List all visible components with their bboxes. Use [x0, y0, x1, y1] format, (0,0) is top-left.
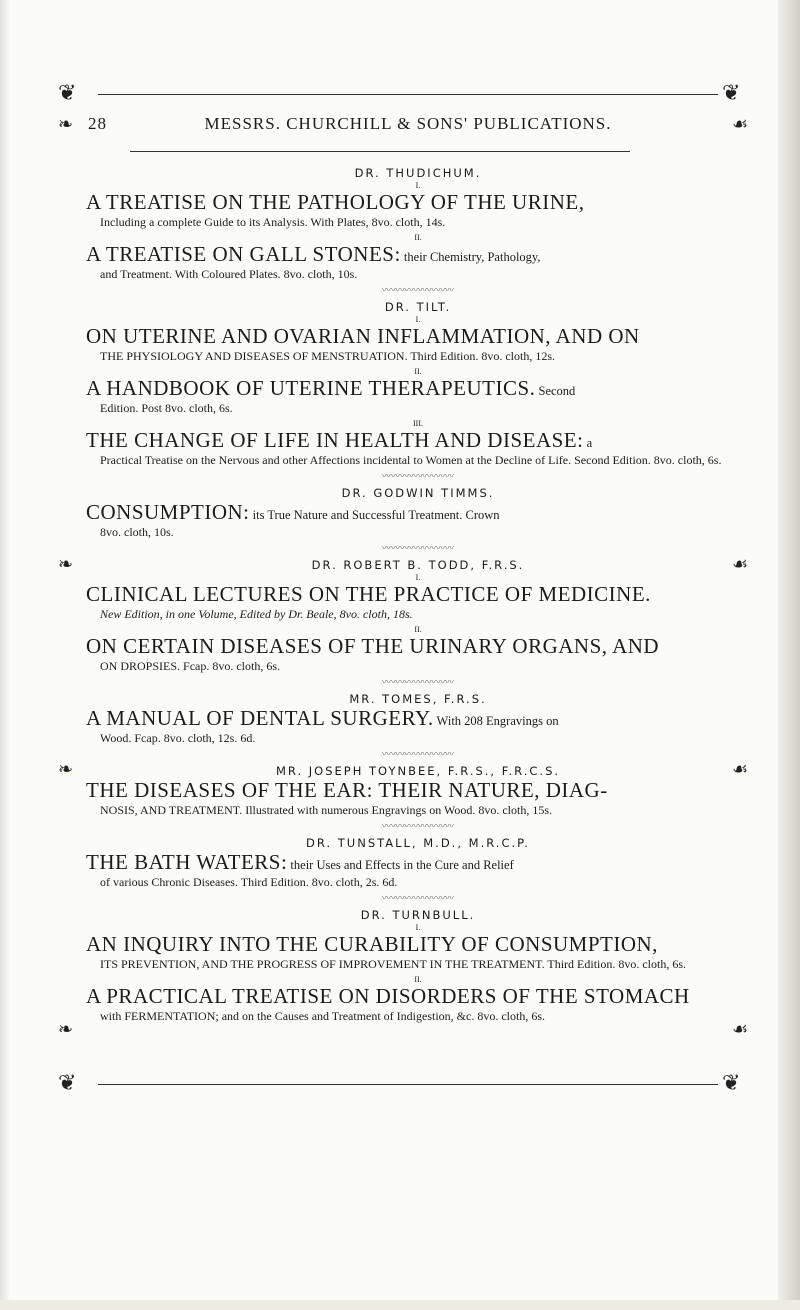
- author-heading: DR. TILT.: [384, 300, 452, 314]
- wavy-divider: 〰〰〰〰〰〰〰〰: [381, 677, 454, 687]
- author-section: [86, 908, 750, 1024]
- book-title: THE BATH WATERS:: [86, 850, 288, 874]
- book-title-rest: a: [583, 436, 593, 450]
- book-title: THE CHANGE OF LIFE IN HEALTH AND DISEASE:: [86, 428, 584, 452]
- page-right-edge: [778, 0, 800, 1310]
- wavy-divider: 〰〰〰〰〰〰〰〰: [381, 893, 454, 903]
- author-heading: DR. TUNSTALL, M.D., M.R.C.P.: [306, 836, 530, 850]
- book-title: A PRACTICAL TREATISE ON DISORDERS OF THE STOMACH: [86, 984, 690, 1008]
- author-section: [86, 166, 750, 282]
- book-entry: [86, 190, 750, 230]
- book-details: Including a complete Guide to its Analysis. With Plates, 8vo. cloth, 14s.: [100, 215, 446, 229]
- book-details: NOSIS, AND TREATMENT. Illustrated with numerous Engravings on Wood. 8vo. cloth, 15s.: [100, 803, 553, 817]
- wavy-divider: 〰〰〰〰〰〰〰〰: [381, 471, 454, 481]
- book-entry: [86, 850, 750, 890]
- book-details: ON DROPSIES. Fcap. 8vo. cloth, 6s.: [100, 659, 281, 673]
- author-heading: DR. ROBERT B. TODD, F.R.S.: [311, 558, 525, 572]
- sub-header-rule: [130, 151, 630, 152]
- book-title: A HANDBOOK OF UTERINE THERAPEUTICS.: [86, 376, 536, 400]
- book-details: Wood. Fcap. 8vo. cloth, 12s. 6d.: [100, 731, 256, 745]
- book-details: of various Chronic Diseases. Third Edition. 8vo. cloth, 2s. 6d.: [100, 875, 398, 889]
- page-number: 28: [88, 114, 107, 133]
- entry-numeral: III.: [413, 419, 423, 428]
- book-title: A MANUAL OF DENTAL SURGERY.: [86, 706, 434, 730]
- book-entry: [86, 500, 750, 540]
- entry-numeral: II.: [414, 975, 422, 984]
- book-title: ON CERTAIN DISEASES OF THE URINARY ORGANS, AND: [86, 634, 660, 658]
- book-details: and Treatment. With Coloured Plates. 8vo. cloth, 10s.: [100, 267, 358, 281]
- book-details: THE PHYSIOLOGY AND DISEASES OF MENSTRUATION. Third Edition. 8vo. cloth, 12s.: [100, 349, 556, 363]
- book-entry: [86, 778, 750, 818]
- corner-flourish-icon: ❦: [722, 80, 741, 105]
- author-section: [86, 836, 750, 890]
- book-details: Edition. Post 8vo. cloth, 6s.: [100, 401, 233, 415]
- book-title-rest: Second: [535, 384, 576, 398]
- book-title: CLINICAL LECTURES ON THE PRACTICE OF MEDICINE.: [86, 582, 651, 606]
- book-entry: [86, 324, 750, 364]
- author-section: [86, 300, 750, 468]
- corner-flourish-icon: ❦: [58, 80, 77, 105]
- book-entry: [86, 376, 750, 416]
- author-section: [86, 486, 750, 540]
- entry-numeral: I.: [415, 315, 421, 324]
- book-entry: [86, 582, 750, 622]
- page-left-shadow: [0, 0, 10, 1310]
- side-vine-icon: ❧: [58, 1019, 74, 1039]
- side-vine-icon: ☙: [732, 114, 749, 134]
- entry-numeral: II.: [414, 625, 422, 634]
- side-vine-icon: ☙: [732, 759, 749, 779]
- entry-numeral: I.: [415, 181, 421, 190]
- book-title: ON UTERINE AND OVARIAN INFLAMMATION, AND ON: [86, 324, 640, 348]
- author-section: [86, 692, 750, 746]
- author-heading: DR. THUDICHUM.: [354, 166, 482, 180]
- wavy-divider: 〰〰〰〰〰〰〰〰: [381, 285, 454, 295]
- book-entry: [86, 634, 750, 674]
- book-details: 8vo. cloth, 10s.: [100, 525, 174, 539]
- book-title-rest: their Chemistry, Pathology,: [400, 250, 541, 264]
- book-details: Practical Treatise on the Nervous and other Affections incidental to Women at the Decline of Life. Second Edition. 8vo. cloth, 6s.: [100, 453, 722, 467]
- book-entry: [86, 242, 750, 282]
- book-title-rest: its True Nature and Successful Treatment. Crown: [249, 508, 500, 522]
- book-entry: [86, 932, 750, 972]
- side-vine-icon: ❧: [58, 554, 74, 574]
- page-bottom-edge: [0, 1300, 800, 1310]
- top-rule: [98, 94, 718, 95]
- author-heading: DR. TURNBULL.: [360, 908, 476, 922]
- side-vine-icon: ❧: [58, 759, 74, 779]
- author-heading: MR. TOMES, F.R.S.: [349, 692, 487, 706]
- book-details: with FERMENTATION; and on the Causes and Treatment of Indigestion, &c. 8vo. cloth, 6s.: [100, 1009, 545, 1023]
- entry-numeral: I.: [415, 573, 421, 582]
- book-title: CONSUMPTION:: [86, 500, 250, 524]
- corner-flourish-icon: ❦: [58, 1070, 77, 1095]
- book-title: A TREATISE ON THE PATHOLOGY OF THE URINE,: [86, 190, 585, 214]
- book-entry: [86, 428, 750, 468]
- book-title: THE DISEASES OF THE EAR: THEIR NATURE, DIAG-: [86, 778, 608, 802]
- bottom-rule: [98, 1084, 718, 1085]
- book-title: A TREATISE ON GALL STONES:: [86, 242, 401, 266]
- wavy-divider: 〰〰〰〰〰〰〰〰: [381, 821, 454, 831]
- book-entry: [86, 984, 750, 1024]
- book-details: New Edition, in one Volume, Edited by Dr. Beale, 8vo. cloth, 18s.: [100, 607, 413, 621]
- side-vine-icon: ❧: [58, 114, 74, 134]
- header-title: MESSRS. CHURCHILL & SONS' PUBLICATIONS.: [204, 114, 612, 133]
- side-vine-icon: ☙: [732, 1019, 749, 1039]
- book-title: AN INQUIRY INTO THE CURABILITY OF CONSUMPTION,: [86, 932, 658, 956]
- catalogue-body: [86, 166, 750, 1028]
- corner-flourish-icon: ❦: [722, 1070, 741, 1095]
- book-entry: [86, 706, 750, 746]
- book-title-rest: With 208 Engravings on: [433, 714, 559, 728]
- author-section: [86, 764, 750, 818]
- entry-numeral: II.: [414, 367, 422, 376]
- entry-numeral: II.: [414, 233, 422, 242]
- wavy-divider: 〰〰〰〰〰〰〰〰: [381, 543, 454, 553]
- author-section: [86, 558, 750, 674]
- running-header: [88, 114, 688, 134]
- side-vine-icon: ☙: [732, 554, 749, 574]
- book-details: ITS PREVENTION, AND THE PROGRESS OF IMPROVEMENT IN THE TREATMENT. Third Edition. 8vo. cloth, 6s.: [100, 957, 687, 971]
- entry-numeral: I.: [415, 923, 421, 932]
- author-heading: MR. JOSEPH TOYNBEE, F.R.S., F.R.C.S.: [275, 764, 561, 778]
- book-title-rest: their Uses and Effects in the Cure and Relief: [287, 858, 514, 872]
- author-heading: DR. GODWIN TIMMS.: [341, 486, 495, 500]
- wavy-divider: 〰〰〰〰〰〰〰〰: [381, 749, 454, 759]
